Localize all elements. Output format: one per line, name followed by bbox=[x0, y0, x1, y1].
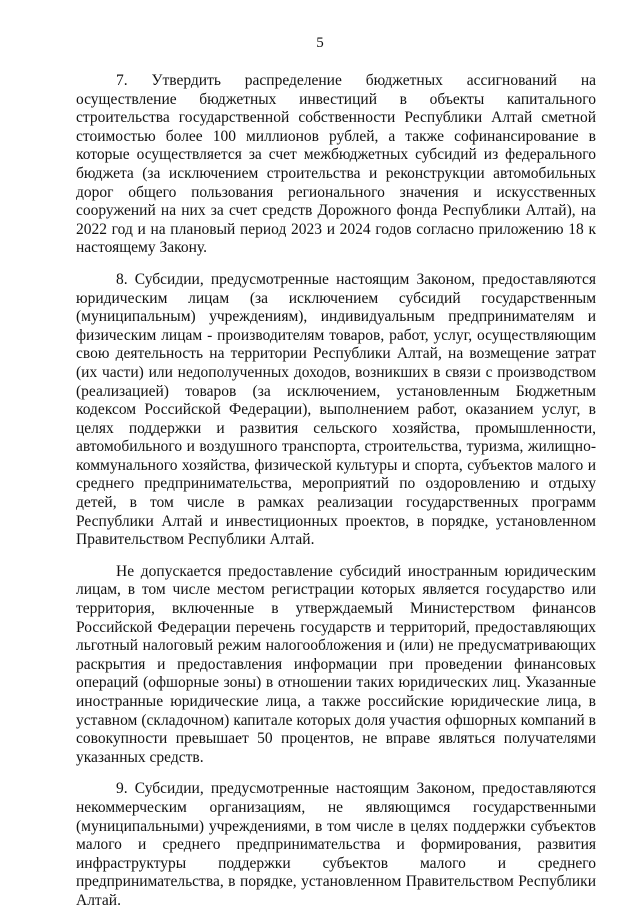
paragraph-8: 8. Субсидии, предусмотренные настоящим Законом, предоставляются юридическим лицам (за исключением субсидий государственным (муниципальным) учреждениям), индивидуальным предпринимателям и физическим лицам - производителям товаров, работ, услуг, осуществляющим свою деятельность на территории Республики Алтай, на возмещение затрат (их части) или недополученных доходов, возникших в связи с производством (реализацией) товаров (за исключением, установленным Бюджетным кодексом Российской Федерации), выполнением работ, оказанием услуг, в целях поддержки и развития сельского хозяйства, промышленности, автомобильного и воздушного транспорта, строительства, туризма, жилищно-коммунального хозяйства, физической культуры и спорта, субъектов малого и среднего предпринимательства, мероприятий по оздоровлению и отдыху детей, в том числе в рамках реализации государственных программ Республики Алтай и инвестиционных проектов, в порядке, установленном Правительством Республики Алтай. bbox=[76, 270, 596, 549]
paragraph-7: 7. Утвердить распределение бюджетных ассигнований на осуществление бюджетных инвестиций в объекты капитального строительства государственной собственности Республики Алтай сметной стоимостью более 100 миллионов рублей, а также софинансирование в которые осуществляется за счет межбюджетных субсидий из федерального бюджета (за исключением строительства и реконструкции автомобильных дорог общего пользования регионального значения и искусственных сооружений на них за счет средств Дорожного фонда Республики Алтай), на 2022 год и на плановый период 2023 и 2024 годов согласно приложению 18 к настоящему Закону. bbox=[76, 72, 596, 257]
document-body bbox=[76, 72, 596, 924]
paragraph-9: 9. Субсидии, предусмотренные настоящим Законом, предоставляются некоммерческим организациям, не являющимся государственными (муниципальными) учреждениями, в том числе в целях поддержки субъектов малого и среднего предпринимательства и формирования, развития инфраструктуры поддержки субъектов малого и среднего предпринимательства, в порядке, установленном Правительством Республики Алтай. bbox=[76, 780, 596, 909]
page-number: 5 bbox=[316, 35, 324, 51]
paragraph-8-offshore-restriction: Не допускается предоставление субсидий иностранным юридическим лицам, в том числе местом регистрации которых является государство или территория, включенные в утверждаемый Министерством финансов Российской Федерации перечень государств и территорий, предоставляющих льготный налоговый режим налогообложения и (или) не предусматривающих раскрытия и предоставления информации при проведении финансовых операций (офшорные зоны) в отношении таких юридических лиц. Указанные иностранные юридические лица, а также российские юридические лица, в уставном (складочном) капитале которых доля участия офшорных компаний в совокупности превышает 50 процентов, не вправе являться получателями указанных средств. bbox=[76, 562, 596, 766]
